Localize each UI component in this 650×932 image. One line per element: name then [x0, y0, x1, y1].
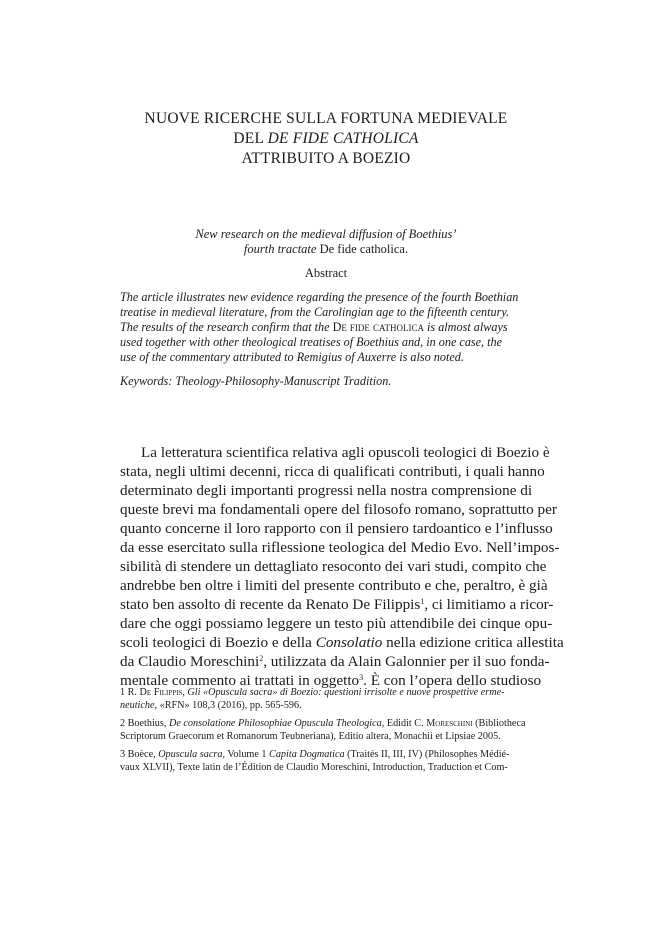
- body-text-span: nella edizione critica allestita: [382, 634, 564, 651]
- title-line-3: ATTRIBUITO A BOEZIO: [241, 150, 411, 167]
- abstract-line-3-start: The results of the research confirm that the: [120, 320, 333, 334]
- body-line: [120, 595, 554, 614]
- footnote-ref-2[interactable]: 2: [259, 654, 264, 663]
- body-work-name: Consolatio: [315, 634, 383, 651]
- body-line: [120, 652, 550, 671]
- footnote-title: De consolatione Philosophiae Opuscula Theologica: [168, 718, 382, 729]
- body-line: quanto concerne il loro rapporto con il pensiero tardoantico e l’influsso: [120, 520, 553, 537]
- body-line: da esse esercitato sulla riflessione teologica del Medio Evo. Nell’impos-: [120, 539, 560, 556]
- body-line: sibilità di stendere un dettagliato resoconto dei vari studi, compito che: [120, 558, 547, 575]
- footnote-line: [120, 717, 540, 730]
- footnote-1: [120, 686, 540, 712]
- body-line: [120, 633, 564, 652]
- english-title-line-1: [120, 227, 532, 242]
- footnote-ref-3[interactable]: 3: [359, 673, 364, 682]
- abstract-text: [120, 290, 540, 365]
- footnote-text: R.: [125, 687, 140, 698]
- footnote-text: , Edidit C.: [381, 718, 427, 729]
- keywords: Keywords: Theology-Philosophy-Manuscript Tradition.: [120, 374, 392, 388]
- body-text-span: , utilizzata da Alain Galonnier per il suo fonda-: [263, 653, 550, 670]
- body-line: dare che oggi possiamo leggere un testo più attendibile dei cinque opu-: [120, 615, 553, 632]
- body-text-span: . È con l’opera dello studioso: [363, 672, 542, 689]
- article-title: [120, 109, 532, 169]
- title-work-name: DE FIDE CATHOLICA: [267, 130, 419, 147]
- footnotes: [120, 686, 540, 779]
- body-text-span: stato ben assolto di recente da Renato De Filippis: [120, 596, 421, 613]
- footnote-text: (Bibliotheca: [472, 718, 526, 729]
- footnote-text: , Volume 1: [222, 749, 270, 760]
- body-paragraph: [120, 443, 564, 690]
- body-text-span: da Claudio Moreschini: [120, 653, 260, 670]
- footnote-ref-1[interactable]: 1: [420, 597, 425, 606]
- title-line-1: NUOVE RICERCHE SULLA FORTUNA MEDIEVALE: [144, 110, 508, 127]
- body-line: stata, negli ultimi decenni, ricca di qualificati contributi, i quali hanno: [120, 463, 545, 480]
- footnote-title: Opuscula sacra: [158, 749, 223, 760]
- footnote-line: [120, 699, 540, 712]
- english-title-line-2-rest: De fide catholica.: [316, 242, 409, 256]
- abstract-line-3-end: is almost always: [423, 320, 508, 334]
- footnote-line: vaux XLVII), Texte latin de l’Édition de Claudio Moreschini, Introduction, Traduction et Com-: [120, 762, 508, 773]
- body-text-span: , ci limitiamo a ricor-: [424, 596, 554, 613]
- footnote-text: ,: [182, 687, 188, 698]
- footnote-author: Moreschini: [426, 718, 473, 729]
- footnote-text: Boèce,: [125, 749, 159, 760]
- footnote-text: , «RFN» 108,3 (2016), pp. 565-596.: [154, 700, 302, 711]
- footnote-title: Gli «Opuscula sacra» di Boezio: questioni irrisolte e nuove prospettive erme-: [187, 687, 505, 698]
- body-line: La letteratura scientifica relativa agli opuscoli teologici di Boezio è: [141, 444, 550, 461]
- footnote-text: Boethius,: [125, 718, 169, 729]
- footnote-text: (Traités II, III, IV) (Philosophes Médié-: [344, 749, 510, 760]
- body-line: determinato degli importanti progressi nella nostra comprensione di: [120, 482, 533, 499]
- english-title-line-2: [120, 242, 532, 257]
- footnote-number: 3: [120, 749, 126, 760]
- english-title-line-1-text: New research on the medieval diffusion of Boethius’: [195, 227, 457, 241]
- footnote-number: 1: [120, 687, 126, 698]
- footnote-title: Capita Dogmatica: [269, 749, 345, 760]
- abstract-line-2: treatise in medieval literature, from the Carolingian age to the fifteenth century.: [120, 305, 510, 319]
- abstract-line-5: use of the commentary attributed to Remigius of Auxerre is also noted.: [120, 350, 464, 364]
- body-text-span: scoli teologici di Boezio e della: [120, 634, 316, 651]
- english-title: [120, 227, 532, 257]
- body-line: queste brevi ma fondamentali opere del filosofo romano, soprattutto per: [120, 501, 557, 518]
- body-line: andrebbe ben oltre i limiti del presente contributo e che, peraltro, è già: [120, 577, 548, 594]
- footnote-number: 2: [120, 718, 126, 729]
- abstract-line-4: used together with other theological treatises of Boethius and, in one case, the: [120, 335, 503, 349]
- footnote-line: [120, 748, 540, 761]
- body-text-span: mentale commento ai trattati in oggetto: [120, 672, 360, 689]
- abstract-line-3: [120, 320, 540, 335]
- title-line-2: [120, 129, 532, 149]
- footnote-title: neutiche: [120, 700, 155, 711]
- footnote-2: [120, 717, 540, 743]
- abstract-heading: Abstract: [304, 266, 348, 280]
- footnote-line: Scriptorum Graecorum et Romanorum Teubneriana), Editio altera, Monachii et Lipsiae 2005.: [120, 731, 501, 742]
- footnote-line: [120, 686, 540, 699]
- title-line-2-prefix: DEL: [233, 130, 268, 147]
- english-title-line-2-italic: fourth tractate: [243, 242, 317, 256]
- abstract-work-name: De fide catholica: [332, 320, 424, 334]
- abstract-line-1: The article illustrates new evidence regarding the presence of the fourth Boethian: [120, 290, 519, 304]
- footnote-author: De Filippis: [139, 687, 183, 698]
- footnote-3: [120, 748, 540, 774]
